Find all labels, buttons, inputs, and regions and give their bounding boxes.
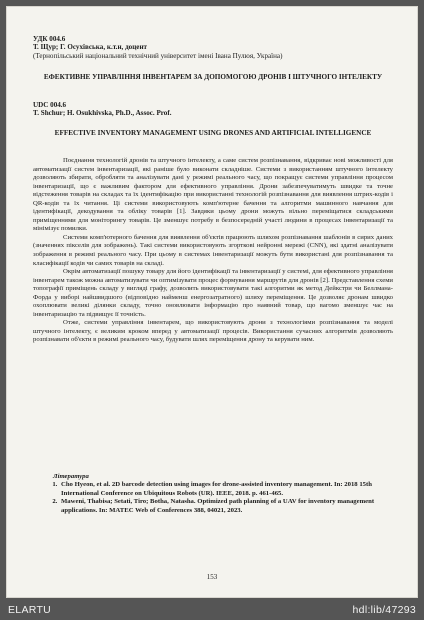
- page-number: 153: [206, 573, 218, 581]
- paragraph-2: Системи комп'ютерного бачення для виявлення об'єктів працюють шляхом розпізнавання шаблонів в сирих даних (значеннях пікселів для зображень). Такі системи використовують згорткові нейронні мережі (CNN), які здатні аналізувати зображення в режимі реального часу. При цьому в системах інвентаризації можуть бути використані для розпізнавання та класифікації кодів чи самих товарів на складі.: [33, 233, 393, 267]
- repository-name: ELARTU: [8, 604, 52, 616]
- uk-affiliation: (Тернопільський національний технічний університет імені Івана Пулюя, Україна): [33, 51, 283, 60]
- uk-udc: УДК 004.6: [33, 35, 66, 43]
- uk-header: [33, 35, 403, 60]
- paragraph-3: Окрім автоматизації пошуку товару для його ідентифікації та інвентаризації у системі, для ефективного управління інвентарем також можна автоматизувати чи оптимізувати процес формування маршрутів для дронів [2]. Представлення схеми топографії приміщень складу у вигляді графу, дозволить використовувати такі алгоритми як метод Дейкстри чи Беллмана-Форда у виборі найшвидшого (відповідно найменш енергозатратного) шляху переміщення. Це дозволяє дронам швидко охоплювати великі ділянки складу, точно оновлювати інформацію про наявний товар, що вагомо зменшує час на інвентаризацію та підвищує її точність.: [33, 268, 393, 318]
- en-header: [33, 101, 403, 118]
- handle-id: hdl:lib/47293: [352, 604, 416, 616]
- reference-item: 2. Maweni, Thabisa; Setati, Tiro; Botha, Natasha. Optimized path planning of a UAV for inventory management applications. In: MATEC Web of Conferences 388, 04021, 2023.: [59, 498, 393, 515]
- document-page: [6, 6, 418, 598]
- references-heading: Література: [53, 473, 89, 480]
- en-authors: T. Shchur; H. Osukhivska, Ph.D., Assoc. Prof.: [33, 109, 172, 118]
- paragraph-4: Отже, системи управління інвентарем, що використовують дрони з технологіями розпізнавання та моделі штучного інтелекту, є великим кроком вперед у автоматизації процесів. Використання сучасних алгоритмів дозволяють розпізнавати об'єкти в режимі реального часу, будувати шлях переміщення дрону та керувати ним.: [33, 319, 393, 344]
- en-udc: UDC 004.6: [33, 101, 67, 109]
- uk-title: ЕФЕКТИВНЕ УПРАВЛІННЯ ІНВЕНТАРЕМ ЗА ДОПОМОГОЮ ДРОНІВ І ШТУЧНОГО ІНТЕЛЕКТУ: [43, 73, 383, 81]
- article-body: [33, 157, 393, 345]
- paragraph-1: Поєднання технологій дронів та штучного інтелекту, а саме систем розпізнавання, відкриває нові можливості для автоматизації систем інвентаризації, які раніше було виконати складніше. Системи з використанням штучного інтелекту дозволяють збирати, обробляти та аналізувати дані у режимі реального часу, що покращує системи управління процесом інвентаризації, що є важливим фактором для ефективного управління. Дрони забезпечуватимуть швидке та точне відстеження товарів на складах та їх ідентифікацію при використанні технологій розпізнавання для виявлення штрих-кодів і QR-кодів та їх читання. Ці системи використовують комп'ютерне бачення та алгоритми машинного навчання для ідентифікації, декодування та обліку товарів [1]. Завдяки цьому дрони можуть вільно переміщатися складськими приміщеннями для моніторингу товарів. Це зменшує потребу в безпосередній участі людини в процесах інвентаризації та мінімізує помилки.: [33, 157, 393, 233]
- references-list: [33, 481, 393, 515]
- viewer-footer: [0, 598, 424, 620]
- references: [33, 473, 393, 515]
- uk-authors: Т. Щур; Г. Осухівська, к.т.н, доцент: [33, 43, 148, 52]
- en-title: EFFECTIVE INVENTORY MANAGEMENT USING DRONES AND ARTIFICIAL INTELLIGENCE: [54, 129, 372, 137]
- reference-item: 1. Cho Hyeon, et al. 2D barcode detection using images for drone-assisted inventory management. In: 2018 15th International Conference on Ubiquitous Robots (UR). IEEE, 2018. p. 461-465.: [59, 481, 393, 498]
